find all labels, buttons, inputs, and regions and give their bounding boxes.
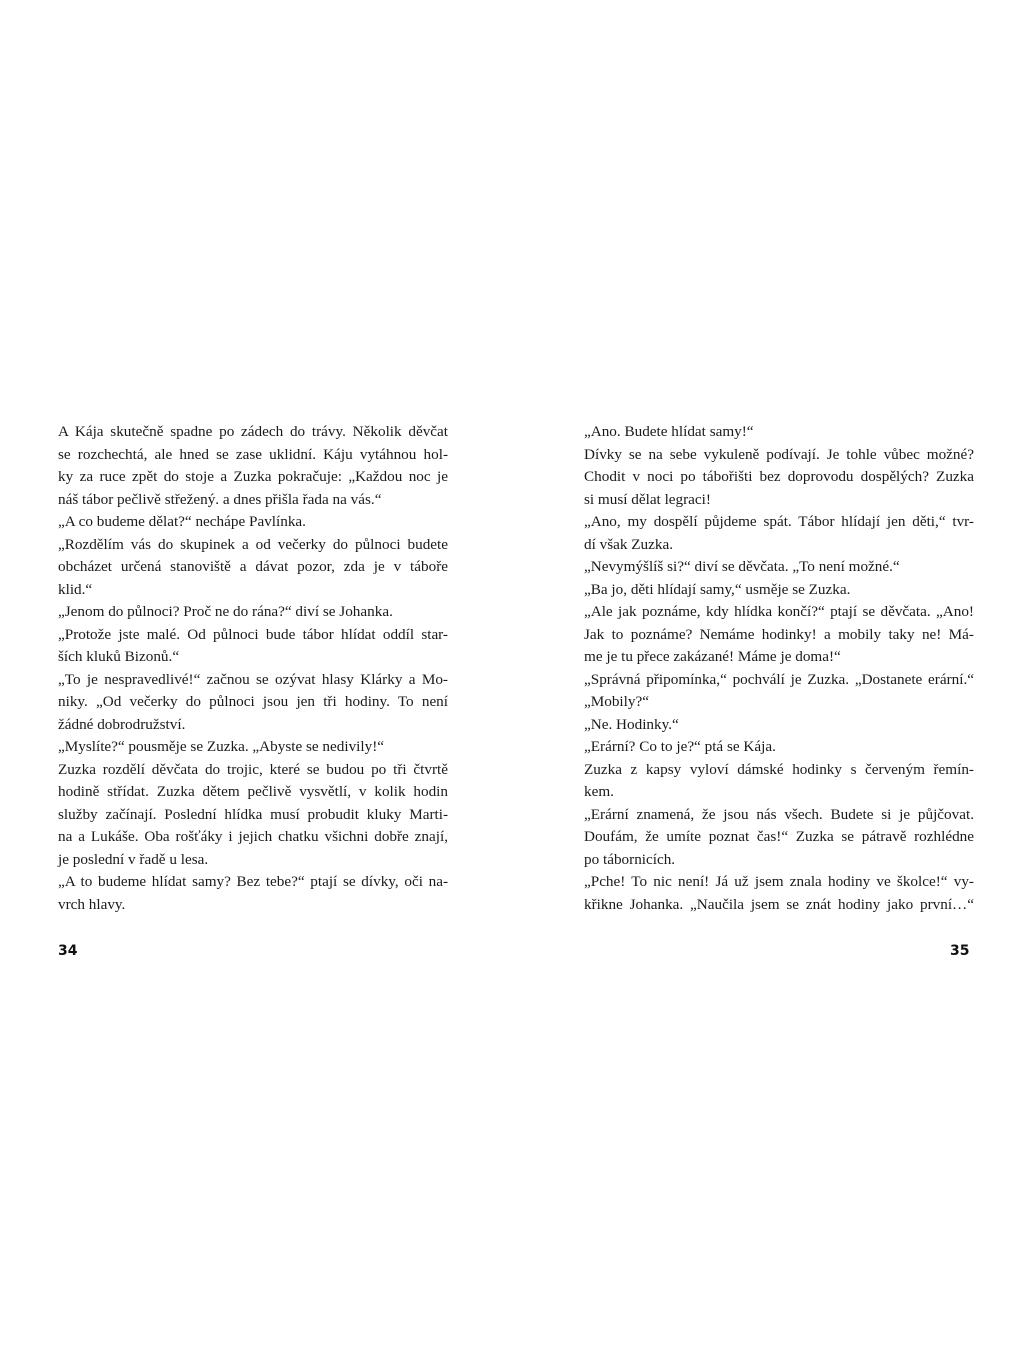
text-line: „Erární znamená, že jsou nás všech. Budete si je půjčovat. xyxy=(584,805,974,823)
text-line: „Erární? Co to je?“ ptá se Kája. xyxy=(584,738,776,755)
text-line: je poslední v řadě u lesa. xyxy=(58,850,209,868)
text-line: Chodit v noci po tábořišti bez doprovodu dospělých? Zuzka xyxy=(584,468,974,485)
text-line: „Ne. Hodinky.“ xyxy=(584,715,679,733)
text-line: Doufám, že umíte poznat čas!“ Zuzka se pátravě rozhlédne xyxy=(584,828,974,845)
text-line: klid.“ xyxy=(58,580,93,598)
text-line: náš tábor pečlivě střežený. a dnes přišla řada na vás.“ xyxy=(58,490,382,508)
text-line: ky za ruce zpět do stoje a Zuzka pokračuje: „Každou noc je xyxy=(58,468,448,485)
text-line: „Ano. Budete hlídat samy!“ xyxy=(584,423,754,440)
text-line: „To je nespravedlivé!“ začnou se ozývat hlasy Klárky a Mo- xyxy=(58,670,448,688)
text-line: „Mobily?“ xyxy=(584,693,649,710)
text-line: Zuzka rozdělí děvčata do trojic, které se budou po tři čtvrtě xyxy=(58,760,448,778)
text-line: „A co budeme dělat?“ nechápe Pavlínka. xyxy=(58,513,306,530)
page-number-right: 35 xyxy=(950,943,970,959)
text-line: „Správná připomínka,“ pochválí je Zuzka. „Dostanete erární.“ xyxy=(584,670,974,688)
text-line: služby začínají. Poslední hlídka musí probudit kluky Marti- xyxy=(58,805,448,823)
text-line: „Myslíte?“ pousměje se Zuzka. „Abyste se nedivily!“ xyxy=(58,738,385,755)
text-line: vrch hlavy. xyxy=(58,895,126,913)
text-line: „Protože jste malé. Od půlnoci bude tábor hlídat oddíl star- xyxy=(58,625,448,643)
text-line: ších kluků Bizonů.“ xyxy=(58,648,180,665)
right-page-text xyxy=(584,421,974,916)
text-line: „Pche! To nic není! Já už jsem znala hodiny ve školce!“ vy- xyxy=(584,873,974,890)
text-line: A Kája skutečně spadne po zádech do trávy. Několik děvčat xyxy=(58,423,448,440)
text-line: žádné dobrodružství. xyxy=(58,715,186,733)
text-line: Zuzka z kapsy vyloví dámské hodinky s červeným řemín- xyxy=(584,760,974,778)
text-line: „Rozdělím vás do skupinek a od večerky do půlnoci budete xyxy=(58,535,448,553)
page-number-left: 34 xyxy=(58,943,78,959)
text-line: Dívky se na sebe vykuleně podívají. Je tohle vůbec možné? xyxy=(584,445,974,463)
text-line: hodině střídat. Zuzka dětem pečlivě vysvětlí, v kolik hodin xyxy=(58,783,448,800)
text-line: na a Lukáše. Oba rošťáky i jejich chatku všichni dobře znají, xyxy=(58,828,448,845)
text-line: „Nevymýšlíš si?“ diví se děvčata. „To není možné.“ xyxy=(584,558,900,575)
text-line: dí však Zuzka. xyxy=(584,535,673,553)
text-line: se rozchechtá, ale hned se zase uklidní. Káju vytáhnou hol- xyxy=(58,445,448,463)
text-line: „Ano, my dospělí půjdeme spát. Tábor hlídají jen děti,“ tvr- xyxy=(584,513,974,530)
left-page-text xyxy=(58,421,448,916)
text-line: kem. xyxy=(584,783,614,800)
text-line: „Ale jak poznáme, kdy hlídka končí?“ ptají se děvčata. „Ano! xyxy=(584,603,974,620)
text-line: me je tu přece zakázané! Máme je doma!“ xyxy=(584,648,841,665)
text-line: si musí dělat legraci! xyxy=(584,490,711,508)
text-line: „Ba jo, děti hlídají samy,“ usměje se Zuzka. xyxy=(584,580,851,598)
text-line: niky. „Od večerky do půlnoci jsou jen tři hodiny. To není xyxy=(58,693,448,710)
text-line: „A to budeme hlídat samy? Bez tebe?“ ptají se dívky, oči na- xyxy=(58,873,448,890)
text-line: „Jenom do půlnoci? Proč ne do rána?“ diví se Johanka. xyxy=(58,603,393,620)
text-line: Jak to poznáme? Nemáme hodinky! a mobily taky ne! Má- xyxy=(584,625,974,643)
text-line: křikne Johanka. „Naučila jsem se znát hodiny jako první…“ xyxy=(584,895,974,913)
text-line: obcházet určená stanoviště a dávat pozor, zda je v táboře xyxy=(58,558,448,575)
text-line: po tábornicích. xyxy=(584,850,676,868)
